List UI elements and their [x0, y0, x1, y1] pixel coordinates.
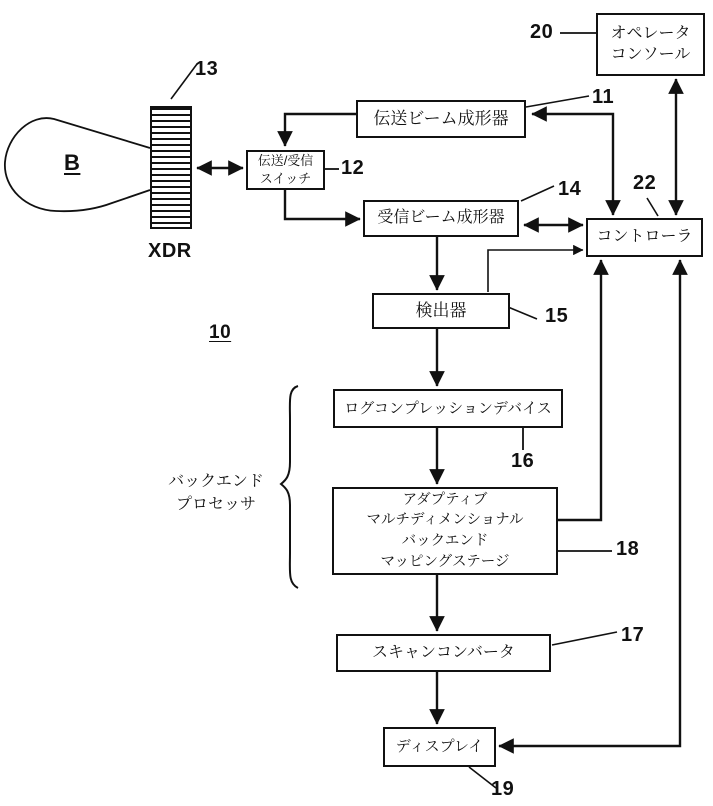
box-controller: コントローラ [586, 218, 703, 257]
ref-label-14: 14 [558, 178, 582, 200]
ref-label-11: 11 [592, 86, 615, 108]
connector-transmit-beamformer-to-switch [285, 114, 356, 146]
ref-label-18: 18 [616, 538, 640, 560]
box-display: ディスプレイ [383, 727, 496, 767]
ref-label-19: 19 [491, 778, 515, 800]
ref-label-17: 17 [621, 624, 645, 646]
ref-label-20: 20 [530, 21, 554, 43]
leader-17 [552, 632, 617, 645]
box-adaptive-backend-mapping-stage: アダプティブ マルチディメンショナル バックエンド マッピングステージ [332, 487, 558, 575]
box-transmit-beamformer: 伝送ビーム成形器 [356, 100, 526, 138]
backend-processor-note: バックエンド プロセッサ [168, 473, 264, 514]
leader-22 [647, 198, 658, 216]
ref-label-22: 22 [633, 172, 657, 194]
figure-number: 10 [209, 322, 232, 343]
box-detector: 検出器 [372, 293, 510, 329]
box-log-compression-device: ログコンプレッションデバイス [333, 389, 563, 428]
leader-15 [508, 307, 537, 319]
ref-label-16: 16 [511, 450, 535, 472]
leader-13 [171, 64, 197, 99]
ref-label-12: 12 [341, 157, 365, 179]
connector-adaptive-to-controller [558, 260, 601, 520]
box-operator-console: オペレータ コンソール [596, 13, 705, 76]
leader-14 [521, 186, 554, 201]
box-transmit-receive-switch: 伝送/受信 スイッチ [246, 150, 325, 190]
backend-brace [281, 386, 298, 588]
connector-switch-to-receive-beamformer [285, 190, 360, 219]
ref-label-15: 15 [545, 305, 569, 327]
transducer-label: XDR [148, 240, 192, 262]
connector-detector-to-controller [488, 250, 583, 292]
box-receive-beamformer: 受信ビーム成形器 [363, 200, 519, 237]
leader-11 [526, 96, 589, 107]
body-label: B [64, 150, 81, 175]
box-scan-converter: スキャンコンバータ [336, 634, 551, 672]
ref-label-13: 13 [195, 58, 219, 80]
transducer-array [150, 106, 192, 229]
